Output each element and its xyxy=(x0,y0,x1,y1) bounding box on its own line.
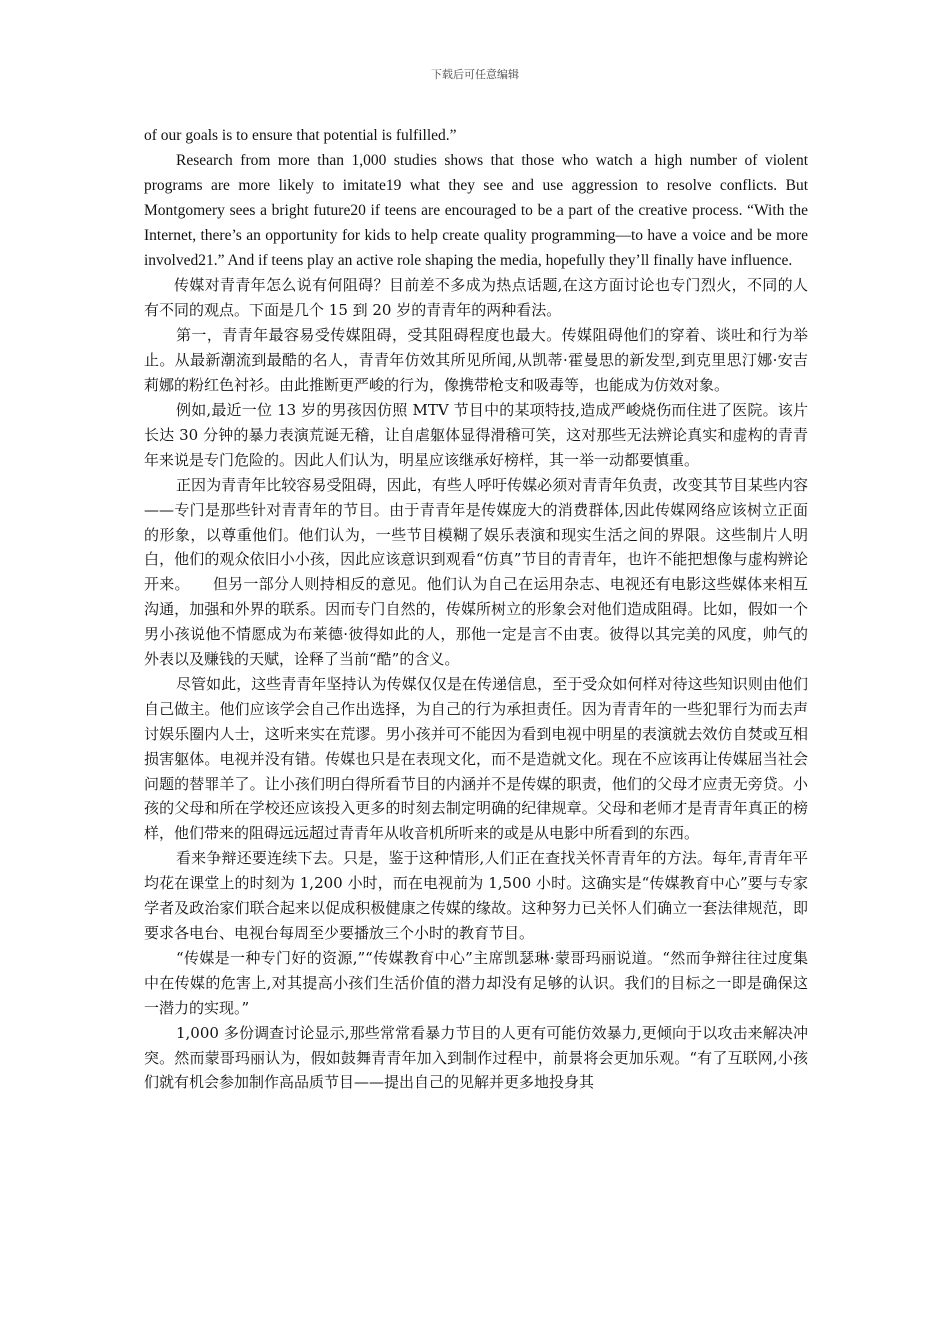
paragraph: 第一，青青年最容易受传媒阻碍，受其阻碍程度也最大。传媒阻碍他们的穿着、谈吐和行为举止。从最新潮流到最酷的名人，青青年仿效其所见所闻,从凯蒂·霍曼思的新发型,到克里思汀娜·安吉莉娜的粉红色衬衫。由此推断更严峻的行为，像携带枪支和吸毒等，也能成为仿效对象。 xyxy=(144,326,808,395)
paragraph: of our goals is to ensure that potential is fulfilled.” xyxy=(144,127,457,144)
paragraph: 传媒对青青年怎么说有何阻碍？目前差不多成为热点话题,在这方面讨论也专门烈火，不同的人有不同的观点。下面是几个 15 到 20 岁的青青年的两种看法。 xyxy=(144,276,808,320)
document-body xyxy=(144,124,808,1095)
paragraph: “传媒是一种专门好的资源,”“传媒教育中心”主席凯瑟琳·蒙哥玛丽说道。“然而争辩往往过度集中在传媒的危害上,对其提高小孩们生活价值的潜力却没有足够的认识。我们的目标之一即是确保这一潜力的实现。” xyxy=(144,948,808,1017)
paragraph: 1,000 多份调查讨论显示,那些常常看暴力节目的人更有可能仿效暴力,更倾向于以攻击来解决冲突。然而蒙哥玛丽认为，假如鼓舞青青年加入到制作过程中，前景将会更加乐观。“有了互联网,小孩们就有机会参加制作高品质节目——提出自己的见解并更多地投身其 xyxy=(144,1023,808,1092)
paragraph: 正因为青青年比较容易受阻碍，因此，有些人呼吁传媒必须对青青年负责，改变其节目某些内容——专门是那些针对青青年的节目。由于青青年是传媒庞大的消费群体,因此传媒网络应该树立正面的形象，以尊重他们。他们认为，一些节目模糊了娱乐表演和现实生活之间的界限。这些制片人明白，他们的观众依旧小小孩，因此应该意识到观看“仿真”节目的青青年，也许不能把想像与虚构辨论开来。 但另一部分人则持相反的意见。他们认为自己在运用杂志、电视还有电影这些媒体来相互沟通，加强和外界的联系。因而专门自然的，传媒所树立的形象会对他们造成阻碍。比如，假如一个男小孩说他不情愿成为布莱德·彼得如此的人，那他一定是言不由衷。彼得以其完美的风度，帅气的外表以及赚钱的天赋，诠释了当前“酷”的含义。 xyxy=(144,475,808,669)
paragraph: 尽管如此，这些青青年坚持认为传媒仅仅是在传递信息，至于受众如何样对待这些知识则由他们自己做主。他们应该学会自己作出选择，为自己的行为承担责任。因为青青年的一些犯罪行为而去声讨娱乐圈内人士，这听来实在荒谬。男小孩并可不能因为看到电视中明星的表演就去效仿自焚或互相损害躯体。电视并没有错。传媒也只是在表现文化，而不是造就文化。现在不应该再让传媒屈当社会问题的替罪羊了。让小孩们明白得所看节目的内涵并不是传媒的职责，他们的父母才应责无旁贷。小孩的父母和所在学校还应该投入更多的时刻去制定明确的纪律规章。父母和老师才是青青年真正的榜样，他们带来的阻碍远远超过青青年从收音机所听来的或是从电影中所看到的东西。 xyxy=(144,674,808,843)
page-header: 下载后可任意编辑 xyxy=(431,68,519,81)
paragraph: 例如,最近一位 13 岁的男孩因仿照 MTV 节目中的某项特技,造成严峻烧伤而住进了医院。该片长达 30 分钟的暴力表演荒诞无稽，让自虐躯体显得滑稽可笑，这对那些无法辨论真实和虚构的青青年来说是专门危险的。因此人们认为，明星应该继承好榜样，其一举一动都要慎重。 xyxy=(144,400,808,469)
paragraph: 看来争辩还要连续下去。只是，鉴于这种情形,人们正在查找关怀青青年的方法。每年,青青年平均花在课堂上的时刻为 1,200 小时，而在电视前为 1,500 小时。这确实是“传媒教育中心”要与专家学者及政治家们联合起来以促成积极健康之传媒的缘故。这种努力已关怀人们确立一套法律规范，即要求各电台、电视台每周至少要播放三个小时的教育节目。 xyxy=(144,849,808,942)
paragraph: Research from more than 1,000 studies shows that those who watch a high number of violent programs are more likely to imitate19 what they see and use aggression to resolve conflicts. But Montgomery sees a bright future20 if teens are encouraged to be a part of the creative process. “With the Internet, there’s an opportunity for kids to help create quality programming—to have a voice and be more involved21.” And if teens play an active role shaping the media, hopefully they’ll finally have influence. xyxy=(144,151,808,269)
